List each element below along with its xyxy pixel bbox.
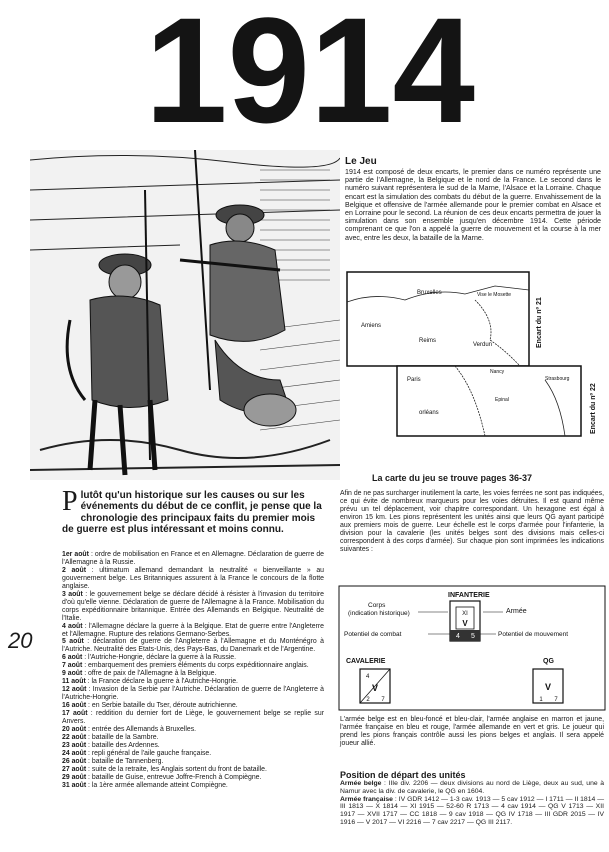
intro-paragraph (62, 486, 324, 536)
qg-combat: 1 (539, 697, 543, 703)
inf-army: V (462, 619, 468, 628)
city-paris: Paris (407, 377, 421, 383)
timeline-text: : la France déclare la guerre à l'Autriche-Hongrie. (85, 678, 238, 686)
timeline-text: : l'Allemagne déclare la guerre à la Belgique. Etat de guerre entre l'Angleterre et l'Allemagne. Rupture des relations Germano-Serbes. (62, 622, 324, 638)
page-title-1914 (140, 0, 480, 126)
timeline-text: : offre de paix de l'Allemagne à la Belgique. (82, 670, 217, 678)
inf-corps: XI (462, 611, 468, 617)
timeline-date: 23 août (62, 741, 87, 749)
timeline-item (62, 782, 324, 790)
map-top-label: Encart du nº 21 (536, 297, 543, 348)
timeline-date: 26 août (62, 757, 87, 765)
timeline-date: 16 août (62, 702, 87, 710)
timeline-date: 9 août (62, 670, 83, 678)
jeu-heading: Le Jeu (345, 156, 377, 167)
cavalry-counter (360, 669, 390, 703)
timeline-item (62, 551, 324, 567)
timeline-item (62, 638, 324, 654)
timeline-text: : Invasion de la Serbie par l'Autriche. Déclaration de guerre de l'Angleterre à l'Autriche-Hongrie. (62, 686, 325, 702)
timeline-item (62, 750, 324, 758)
timeline-text: : bataille des Ardennes. (86, 741, 160, 749)
combat-label: Potentiel de combat (344, 631, 402, 638)
qg-label: QG (543, 658, 554, 665)
inf-move: 5 (471, 633, 475, 640)
rules-paragraph: Afin de ne pas surcharger inutilement la carte, les voies ferrées ne sont pas indiquées, ce qui évite de nombreux marqueurs pour les voies détruites. Il est quand même prévu un tel déplacement, voir chapitre correspondant. Un hexagone est égal à environ 15 km. Les pions représentent les unités ainsi que leurs QG ayant participé aux premiers mois de guerre. Leur échelle est le corps d'armée pour l'infanterie, la division pour la cavalerie (les unités belges sont des divisions mais celles-ci correspondent à des corps d'armée). Sur chaque pion sont imprimées les indications suivantes : (340, 490, 604, 553)
timeline-text: : embarquement des premiers éléments du corps expéditionnaire anglais. (82, 662, 309, 670)
timeline-item (62, 654, 324, 662)
timeline-text: : déclaration de guerre de l'Angleterre à l'Allemagne et du Monténégro à l'Autriche. Neutralité des Etats-Unis, des Pays-Bas, du Danemark et de l'Argentine. (62, 638, 324, 654)
indication-label: (indication historique) (348, 610, 410, 617)
timeline-item (62, 567, 324, 591)
timeline-text: : l'Autriche-Hongrie, déclare la guerre à la Russie. (82, 654, 237, 662)
city-verdun: Verdun (473, 342, 493, 348)
timeline-item (62, 702, 324, 710)
city-reims: Reims (419, 338, 437, 344)
timeline-date: 27 août (62, 765, 87, 773)
corps-label: Corps (368, 602, 386, 609)
counters-diagram (338, 585, 606, 711)
cav-corps: 4 (366, 674, 370, 680)
timeline-item (62, 678, 324, 686)
timeline-date: 5 août (62, 638, 84, 646)
setup-belge-label: Armée belge (340, 780, 382, 787)
setup-francaise-label: Armée française (340, 795, 393, 803)
timeline-item (62, 758, 324, 766)
map-bottom-label: Encart du nº 22 (590, 383, 597, 434)
chronology-list (62, 551, 324, 790)
timeline-item (62, 662, 324, 670)
timeline-item (62, 670, 324, 678)
setup-paragraph (340, 780, 604, 827)
cav-combat: 2 (366, 697, 370, 703)
timeline-item (62, 623, 324, 639)
qg-army: V (544, 682, 552, 692)
timeline-date: 4 août (62, 622, 83, 630)
page-number: 20 (8, 628, 33, 653)
timeline-date: 29 août (62, 773, 87, 781)
timeline-text: : la 1ère armée allemande atteint Compiègne. (86, 781, 228, 789)
cavalerie-label: CAVALERIE (346, 658, 386, 665)
infantry-counter (450, 601, 480, 641)
title-text: 1914 (145, 0, 475, 126)
intro-text: lutôt qu'un historique sur les causes ou sur les événements du début de ce conflit, je pense que la chronologie des principaux faits du premier mois de guerre est plus intéressant et moins connu. (62, 490, 322, 536)
timeline-item (62, 742, 324, 750)
setup-heading: Position de départ des unités (340, 770, 466, 780)
city-vise: Vise le Mosette (477, 292, 512, 298)
city-epinal: Epinal (495, 397, 509, 403)
timeline-text: : bataille de Guise, entrevue Joffre-French à Compiègne. (86, 773, 262, 781)
game-map-preview (345, 270, 603, 438)
timeline-date: 11 août (62, 678, 86, 686)
timeline-text: : ordre de mobilisation en France et en Allemagne. Déclaration de guerre de l'Allemagne à la Russie. (62, 551, 324, 566)
timeline-text: : entrée des Allemands à Bruxelles. (86, 725, 197, 733)
army-colors-paragraph: L'armée belge est en bleu-foncé et bleu-clair, l'armée anglaise en marron et jaune, l'armée française en bleu et rouge, l'armée allemande en vert et gris. Le joueur qui prend les pions français contrôle aussi les pions belges et anglais. Il sera appelé joueur allié. (340, 716, 604, 747)
map-caption: La carte du jeu se trouve pages 36-37 (372, 473, 533, 483)
timeline-text: : reddition du dernier fort de Liège, le gouvernement belge se replie sur Anvers. (62, 710, 324, 726)
intro-dropcap: P (62, 486, 78, 517)
inf-combat: 4 (456, 633, 460, 640)
qg-move: 7 (554, 697, 558, 703)
timeline-item (62, 710, 324, 726)
jeu-paragraph: 1914 est composé de deux encarts, le premier dans ce numéro représente une partie de l'Allemagne, la Belgique et le nord de la France. Le second dans le numéro suivant représentera le sud de la Marne, l'Alsace et la Lorraine. Chaque encart est la simulation des combats du début de la guerre. Envahissement de la Belgique et offensive de l'armée allemande pour le premier combat en Alsace et en Lorraine pour le second. La réunion de ces deux encarts permettra de jouer la simulation dans son ensemble jusqu'en décembre 1914. Cette période comprenant ce que l'on a appelé la guerre de mouvement et la course à la mer avec, entre les deux, la bataille de la Marne. (345, 168, 601, 242)
timeline-item (62, 591, 324, 623)
timeline-text: : le gouvernement belge se déclare décidé à résister à l'invasion du territoire d'où qu'elle vienne. Déclaration de guerre de l'Allemagne à la France. Mobilisation du corps expéditionnaire britannique. Entrée des Allemands en Belgique. Neutralité de l'Italie. (62, 590, 325, 622)
cav-army: V (371, 683, 379, 693)
timeline-item (62, 686, 324, 702)
timeline-date: 12 août (62, 686, 87, 694)
map-top-frame (347, 272, 529, 366)
timeline-date: 2 août (62, 566, 87, 574)
timeline-item (62, 726, 324, 734)
city-bruxelles: Bruxelles (417, 290, 442, 296)
timeline-item (62, 766, 324, 774)
timeline-item (62, 774, 324, 782)
timeline-date: 6 août (62, 654, 83, 662)
city-orleans: orléans (419, 410, 439, 416)
city-amiens: Amiens (361, 323, 382, 329)
timeline-date: 20 août (62, 725, 87, 733)
setup-francaise-text: : IV GDR 1412 — 1-3 cav. 1913 — 5 cav 1912 — I 1711 — II 1814 — III 1813 — X 1814 — XI 1915 — 52-60 R 1713 — 4 cav 1914 — QG V 1713 — XII 1917 — XVII 1717 — CC 1818 — 9 cav 1918 — QG IV 1718 — III GDR 2015 — IV 1916 — V 2017 — VI 2216 — 7 cav 2217 — QG III 2117. (340, 795, 604, 826)
timeline-text: : suite de la retraite, les Anglais sortent du front de bataille. (86, 765, 267, 773)
hq-counter (533, 669, 563, 703)
timeline-date: 3 août (62, 590, 83, 598)
city-strasbourg: Strasbourg (545, 376, 570, 382)
timeline-item (62, 734, 324, 742)
infanterie-label: INFANTERIE (448, 592, 490, 599)
cav-move: 7 (381, 697, 385, 703)
timeline-date: 7 août (62, 662, 83, 670)
soldiers-illustration (30, 150, 340, 480)
armee-label: Armée (506, 608, 527, 615)
timeline-date: 24 août (62, 749, 87, 757)
timeline-date: 31 août (62, 781, 87, 789)
timeline-text: : repli général de l'aile gauche française. (86, 749, 212, 757)
city-nancy: Nancy (490, 369, 505, 375)
timeline-text: : bataille de la Sambre. (86, 733, 159, 741)
timeline-date: 1er août (62, 551, 89, 558)
timeline-date: 17 août (62, 710, 88, 718)
timeline-date: 22 août (62, 733, 87, 741)
setup-belge-text: : IIIe div. 2206 — deux divisions au nord de Liège, deux au sud, une à Namur avec la div. de cavalerie, le QG en 1604. (340, 780, 604, 795)
timeline-text: : bataille de Tannenberg. (86, 757, 164, 765)
timeline-text: : en Serbie bataille du Tser, déroute autrichienne. (86, 702, 238, 710)
mouvement-label: Potentiel de mouvement (498, 631, 569, 638)
timeline-text: : ultimatum allemand demandant la neutralité « bienveillante » au gouvernement belge. Les Britanniques assurent à la France le concours de la flotte anglaise. (62, 566, 325, 590)
